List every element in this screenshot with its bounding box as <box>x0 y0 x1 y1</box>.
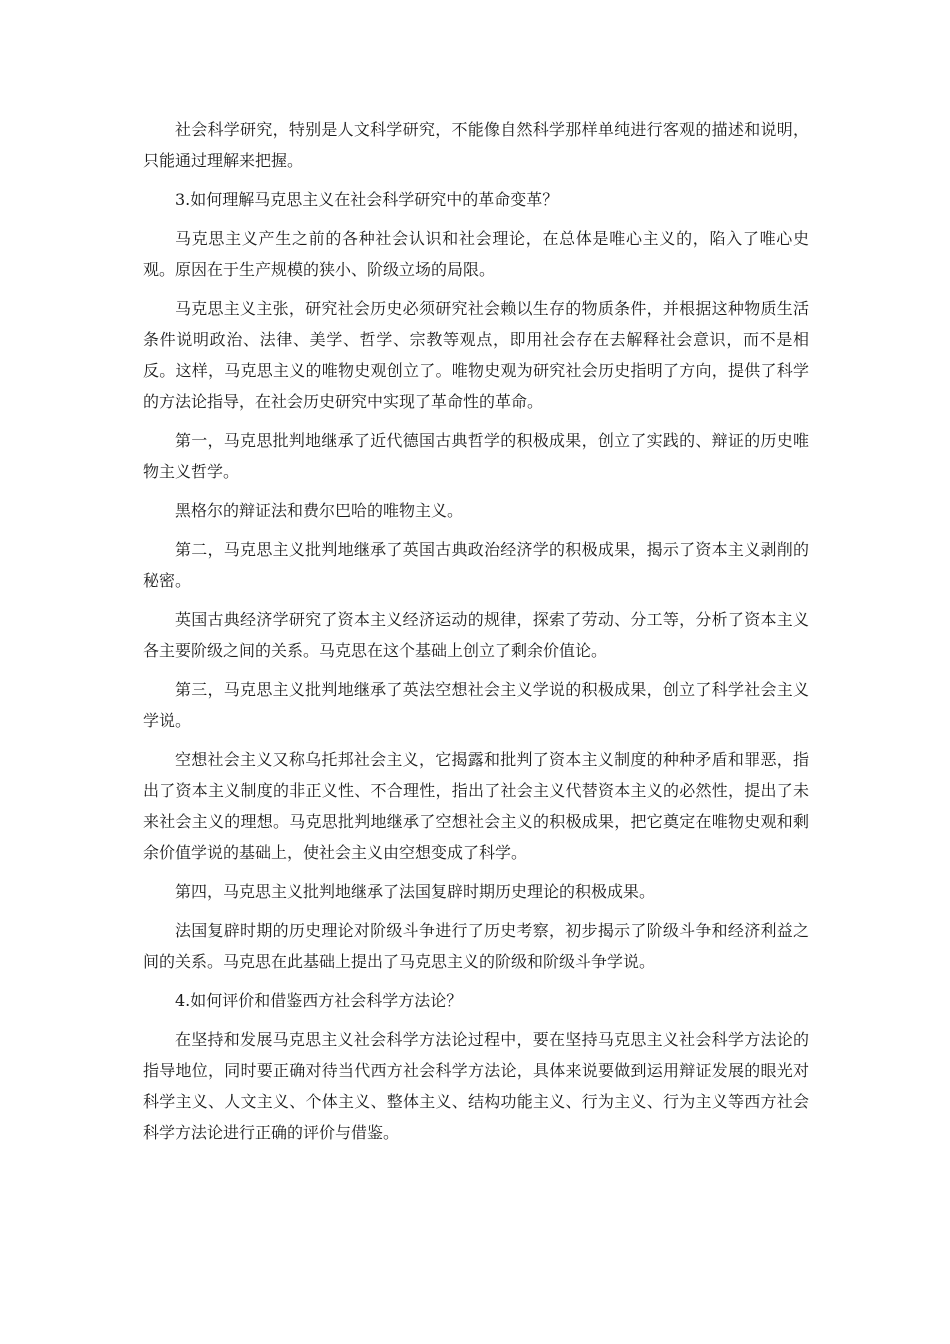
paragraph: 第四，马克思主义批判地继承了法国复辟时期历史理论的积极成果。 <box>175 882 656 901</box>
paragraph: 社会科学研究，特别是人文科学研究，不能像自然科学那样单纯进行客观的描述和说明，只能通过理解来把握。 <box>143 120 809 170</box>
paragraph: 第二，马克思主义批判地继承了英国古典政治经济学的积极成果，揭示了资本主义剥削的秘密。 <box>143 540 809 590</box>
paragraph: 空想社会主义又称乌托邦社会主义，它揭露和批判了资本主义制度的种种矛盾和罪恶，指出了资本主义制度的非正义性、不合理性，指出了社会主义代替资本主义的必然性，提出了未来社会主义的理想。马克思批判地继承了空想社会主义的积极成果，把它奠定在唯物史观和剩余价值学说的基础上，使社会主义由空想变成了科学。 <box>143 750 809 862</box>
paragraph: 第一，马克思批判地继承了近代德国古典哲学的积极成果，创立了实践的、辩证的历史唯物主义哲学。 <box>143 431 809 481</box>
paragraph: 法国复辟时期的历史理论对阶级斗争进行了历史考察，初步揭示了阶级斗争和经济利益之间的关系。马克思在此基础上提出了马克思主义的阶级和阶级斗争学说。 <box>143 921 809 971</box>
question-heading: 4.如何评价和借鉴西方社会科学方法论？ <box>175 991 463 1010</box>
paragraph: 英国古典经济学研究了资本主义经济运动的规律，探索了劳动、分工等，分析了资本主义各主要阶级之间的关系。马克思在这个基础上创立了剩余价值论。 <box>143 610 809 660</box>
paragraph: 第三，马克思主义批判地继承了英法空想社会主义学说的积极成果，创立了科学社会主义学说。 <box>143 680 809 730</box>
paragraph: 马克思主义主张，研究社会历史必须研究社会赖以生存的物质条件，并根据这种物质生活条件说明政治、法律、美学、哲学、宗教等观点，即用社会存在去解释社会意识，而不是相反。这样，马克思主义的唯物史观创立了。唯物史观为研究社会历史指明了方向，提供了科学的方法论指导，在社会历史研究中实现了革命性的革命。 <box>143 299 809 411</box>
paragraph: 马克思主义产生之前的各种社会认识和社会理论，在总体是唯心主义的，陷入了唯心史观。原因在于生产规模的狭小、阶级立场的局限。 <box>143 229 809 279</box>
paragraph: 在坚持和发展马克思主义社会科学方法论过程中，要在坚持马克思主义社会科学方法论的指导地位，同时要正确对待当代西方社会科学方法论，具体来说要做到运用辩证发展的眼光对科学主义、人文主义、个体主义、整体主义、结构功能主义、行为主义、行为主义等西方社会科学方法论进行正确的评价与借鉴。 <box>143 1030 809 1142</box>
paragraph: 黑格尔的辩证法和费尔巴哈的唯物主义。 <box>175 501 464 520</box>
document-body <box>143 114 809 1156</box>
question-heading: 3.如何理解马克思主义在社会科学研究中的革命变革？ <box>175 190 559 209</box>
